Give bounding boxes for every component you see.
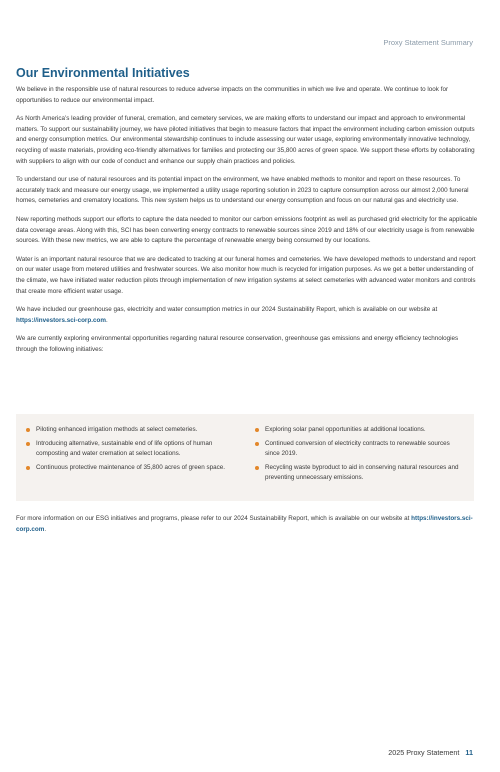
footer-label: 2025 Proxy Statement [388, 748, 460, 757]
initiative-item [255, 425, 466, 436]
paragraph: Water is an important natural resource that we are dedicated to tracking at our funeral homes and cemeteries. We have developed methods to understand and report on our water usage from metered utilities and freshwater sources. We also monitor how much is recycled for irrigation purposes. As we get a better understanding of the climate, we have initiated water reduction pilots through implementation of new irrigation systems at select cemeteries with advanced water monitors and controls that create more efficient water usage. [16, 255, 476, 295]
initiative-text: Piloting enhanced irrigation methods at select cemeteries. [36, 426, 198, 433]
report-paragraph [16, 305, 478, 326]
bullet-icon [255, 466, 259, 470]
running-header: Proxy Statement Summary [383, 38, 473, 47]
initiatives-left-column [16, 414, 245, 501]
initiative-item [26, 425, 237, 436]
closing-paragraph [16, 514, 478, 535]
initiative-text: Introducing alternative, sustainable end of life options of human composting and water cremation at select locations. [36, 439, 213, 458]
initiative-text: Exploring solar panel opportunities at additional locations. [265, 426, 426, 433]
bullet-icon [26, 442, 30, 446]
closing-text: For more information on our ESG initiatives and programs, please refer to our 2024 Sustainability Report, which is available on our website at [16, 515, 412, 522]
initiative-item [255, 463, 466, 484]
page-number: 11 [465, 748, 473, 757]
initiative-text: Continuous protective maintenance of 35,800 acres of green space. [36, 463, 226, 471]
initiative-item [26, 439, 237, 460]
paragraph: We believe in the responsible use of natural resources to reduce adverse impacts on the communities in which we live and operate. We continue to look for opportunities to reduce our environmental impact. [16, 86, 449, 104]
bullet-icon [26, 466, 30, 470]
initiative-item [26, 463, 237, 474]
investor-website-link[interactable]: https://investors.sci-corp.com [16, 316, 106, 324]
bullet-icon [255, 442, 259, 446]
paragraph: To understand our use of natural resources and its potential impact on the environment, we have enabled methods to monitor and report on these resources. To accurately track and measure our energy usage, we implemented a utility usage reporting solution in 2023 to capture consumption across our almost 2,000 funeral homes, cemeteries and crematory locations. This new system helps us to understand our energy consumption and focus on our natural gas and electricity use. [16, 176, 469, 205]
closing-website-link[interactable]: https://investors.sci-corp.com [16, 515, 473, 533]
initiatives-intro: We are currently exploring environmental opportunities regarding natural resource conservation, greenhouse gas emissions and energy efficiency technologies through the following initiatives: [16, 335, 459, 353]
initiatives-right-column [245, 414, 474, 501]
page-footer [388, 748, 473, 757]
initiative-item [255, 439, 466, 460]
report-paragraph-text: We have included our greenhouse gas, electricity and water consumption metrics in our 2024 Sustainability Report, which is available on our website at [16, 306, 438, 314]
report-paragraph-end: . [105, 316, 108, 324]
paragraph: New reporting methods support our efforts to capture the data needed to monitor our carbon emissions footprint as well as purchased grid electricity for the applicable data coverage areas. Along with this, SCI has been converting energy contracts to renewable sources since 2019 and 18% of our electricity usage is from renewable sources. With these new metrics, we are able to capture the percentage of renewable energy being consumed by our locations. [16, 215, 478, 245]
closing-end: . [44, 525, 47, 533]
body-text [16, 85, 478, 363]
initiative-text: Continued conversion of electricity contracts to renewable sources since 2019. [265, 439, 450, 458]
section-title: Our Environmental Initiatives [16, 66, 190, 80]
initiatives-box [16, 414, 474, 501]
bullet-icon [255, 428, 259, 432]
bullet-icon [26, 428, 30, 432]
initiative-text: Recycling waste byproduct to aid in conserving natural resources and preventing unnecessary emissions. [265, 463, 459, 482]
paragraph: As North America’s leading provider of funeral, cremation, and cemetery services, we are making efforts to understand our impact and approach to environmental matters. To support our sustainability journey, we have piloted initiatives that begin to measure factors that impact the environment including carbon emission outputs and energy consumption metrics. Our environmental stewardship continues to include assessing our water usage, exploring environmentally innovative technology, recycling of waste materials, providing eco-friendly alternatives for families and protecting our 35,800 acres of green space. We support these efforts by collaborating with suppliers to align with our code of conduct and enhance our supply chain practices and policies. [16, 115, 475, 165]
